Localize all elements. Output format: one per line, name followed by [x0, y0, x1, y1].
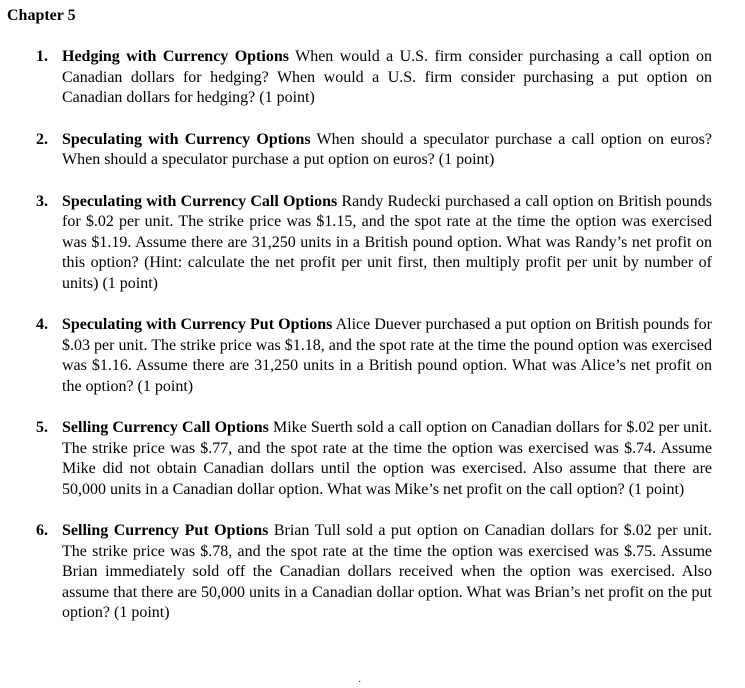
- question-item: [36, 47, 712, 109]
- question-text: Randy Rudecki purchased a call option on British pounds for $.02 per unit. The strike price was $1.15, and the spot rate at the time the option was exercised was $1.19. Assume there are 31,250 units in a British pound option. What was Randy’s net profit on this option? (Hint: calculate the net profit per unit first, then multiply profit per unit by number of units) (1 point): [62, 192, 712, 292]
- question-text: When would a U.S. firm consider purchasing a call option on Canadian dollars for hedging? When would a U.S. firm consider purchasing a put option on Canadian dollars for hedging? (1 point): [62, 48, 712, 106]
- question-text: Brian Tull sold a put option on Canadian dollars for $.02 per unit. The strike price was $.78, and the spot rate at the time the option was exercised was $.75. Assume Brian immediately sold off the Canadian dollars received when the option was exercised. Also assume that there are 50,000 units in a Canadian dollar option. What was Brian’s net profit on the put option? (1 point): [62, 522, 712, 621]
- question-item: [36, 418, 712, 500]
- question-text: When should a speculator purchase a call option on euros? When should a speculator purchase a put option on euros? (1 point): [62, 130, 713, 168]
- question-topic: Speculating with Currency Put Options: [62, 316, 333, 333]
- page-footer-mark: ·: [358, 677, 362, 688]
- question-number: 4.: [36, 316, 48, 333]
- question-topic: Speculating with Currency Options: [62, 130, 311, 148]
- chapter-title: Chapter 5: [7, 7, 76, 24]
- question-number: 6.: [36, 522, 48, 539]
- question-topic: Selling Currency Put Options: [62, 522, 269, 539]
- question-item: [36, 192, 712, 295]
- question-number: 3.: [36, 192, 48, 210]
- question-topic: Hedging with Currency Options: [62, 48, 289, 65]
- question-item: [36, 315, 712, 397]
- question-item: [36, 130, 712, 171]
- question-text: Mike Suerth sold a call option on Canadian dollars for $.02 per unit. The strike price was $.77, and the spot rate at the time the option was exercised was $.74. Assume Mike did not obtain Canadian dollars until the option was exercised. Also assume that there are 50,000 units in a Canadian dollar option. What was Mike’s net profit on the call option? (1 point): [62, 419, 713, 498]
- question-number: 2.: [36, 130, 48, 148]
- question-item: [36, 521, 712, 624]
- question-number: 1.: [36, 48, 48, 65]
- question-number: 5.: [36, 419, 48, 436]
- question-list: [36, 47, 712, 624]
- question-text: Alice Duever purchased a put option on British pounds for $.03 per unit. The strike price was $1.18, and the spot rate at the time the pound option was exercised was $1.16. Assume there are 31,250 units in a British pound option. What was Alice’s net profit on the option? (1 point): [62, 316, 713, 395]
- question-topic: Selling Currency Call Options: [62, 419, 269, 436]
- question-topic: Speculating with Currency Call Options: [62, 192, 338, 210]
